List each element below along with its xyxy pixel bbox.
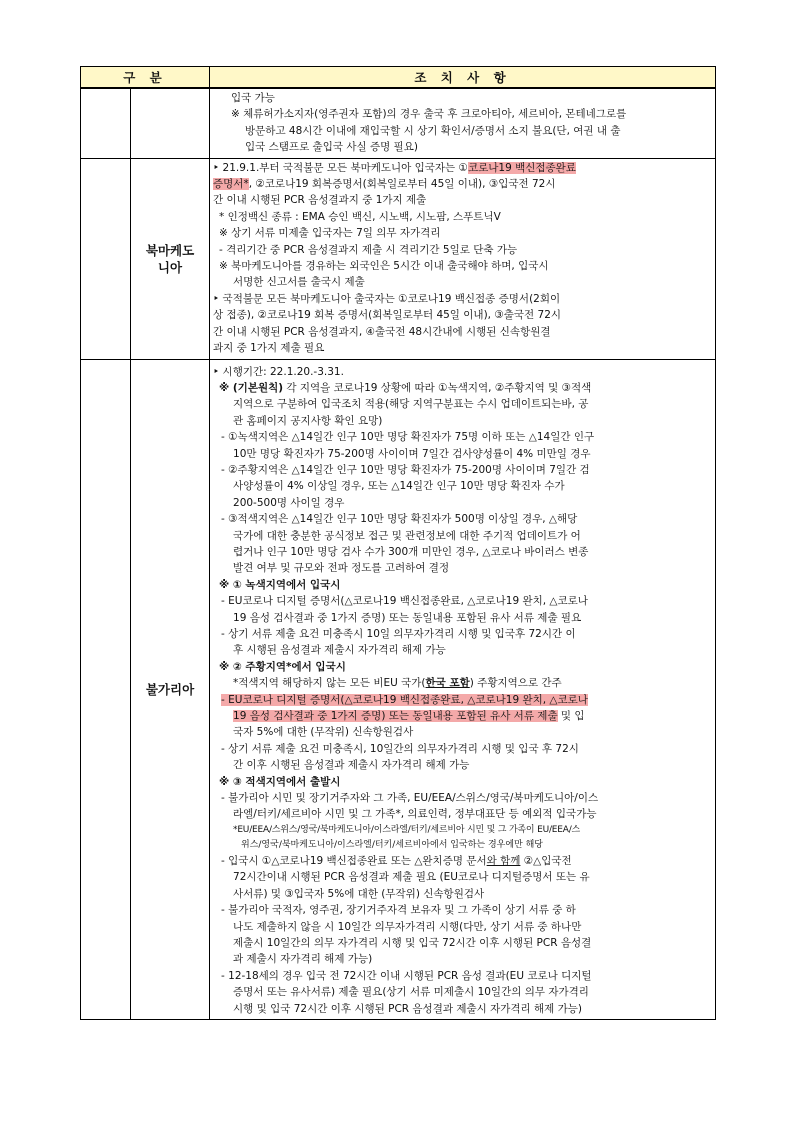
region-cell: [81, 359, 131, 1019]
text-line: 과지 중 1가지 제출 필요: [213, 342, 325, 355]
text-line: - ②주황지역은 △14일간 인구 10만 명당 확진자가 75-200명 사이이며 7일간 검: [221, 463, 590, 476]
text-line: - 상기 서류 제출 요건 미충족시, 10일간의 의무자가격리 시행 및 입국 후 72시: [221, 742, 579, 755]
text-line: 입국 스탬프로 출입국 사실 증명 필요): [245, 141, 418, 154]
country-name: 불가리아: [145, 681, 195, 697]
text-line: 입국 가능: [231, 92, 275, 104]
text-line: - 불가리아 국적자, 영주권, 장기거주자격 보유자 및 그 가족이 상기 서류 중 하: [221, 904, 576, 917]
highlighted-text: 코로나19 백신접종완료: [467, 161, 576, 174]
text-line: ‣ 시행기간: 22.1.20.-3.31.: [213, 365, 344, 378]
text-line: ※ 상기 서류 미제출 입국자는 7일 의무 자가격리: [219, 227, 441, 240]
underlined-text: 한국 포함: [425, 677, 470, 690]
text-line: 제출시 10일간의 의무 자가격리 시행 및 입국 72시간 이후 시행된 PCR 음성결: [233, 936, 592, 949]
region-cell: [81, 158, 131, 359]
text-line: 10만 명당 확진자가 75-200명 사이이며 7일간 검사양성률이 4% 미만일 경우: [233, 447, 591, 460]
text-line: - 격리기간 중 PCR 음성결과지 제출 시 격리기간 5일로 단축 가능: [219, 243, 518, 256]
text-line: 국자 5%에 대한 (무작위) 신속항원검사: [233, 726, 414, 739]
footnote-line: 위스/영국/북마케도니아/이스라엘/터키/세르비아에서 입국하는 경우에만 해당: [241, 839, 543, 850]
text-line: *적색지역 해당하지 않는 모든 비EU 국가(: [233, 677, 426, 690]
text-line: 및 입: [557, 710, 585, 723]
text-line: 시행 및 입국 72시간 이후 시행된 PCR 음성결과 제출시 자가격리 해제 가능): [233, 1002, 583, 1015]
text-line: ‣ 21.9.1.부터 국적불문 모든 북마케도니아 입국자는 ①: [213, 161, 468, 174]
text-line: - ①녹색지역은 △14일간 인구 10만 명당 확진자가 75명 이하 또는 △14일간 인구: [221, 431, 595, 444]
text-line: - 불가리아 시민 및 장기거주자와 그 가족, EU/EEA/스위스/영국/북마케도니아/이스: [221, 792, 599, 805]
bold-text: ※ (기본원칙): [219, 381, 284, 394]
text-line: - EU코로나 디지털 증명서(△코로나19 백신접종완료, △코로나19 완치, △코로나: [221, 595, 588, 608]
table-row-north-macedonia: [81, 158, 716, 359]
text-line: - ③적색지역은 △14일간 인구 10만 명당 확진자가 500명 이상일 경우, △해당: [221, 513, 578, 526]
country-name: 북마케도니아: [145, 242, 195, 275]
measures-table: [80, 66, 716, 1020]
underlined-text: 와 함께: [486, 854, 521, 867]
text-line: 지역으로 구분하여 입국조치 적용(해당 지역구분표는 수시 업데이트되는바, 공: [233, 398, 589, 411]
table-row-continuation: [81, 88, 716, 158]
text-line: 각 지역을 코로나19 상황에 따라 ①녹색지역, ②주황지역 및 ③적색: [283, 381, 592, 394]
region-cell: [81, 88, 131, 158]
text-line: - 입국시 ①△코로나19 백신접종완료 또는 △완치증명 문서: [221, 854, 487, 867]
header-category: 구 분: [81, 67, 210, 89]
text-line: 관 홈페이지 공지사항 확인 요망): [233, 414, 383, 427]
text-line: - 상기 서류 제출 요건 미충족시 10일 의무자가격리 시행 및 입국후 72시간 이: [221, 628, 576, 640]
country-label: [131, 359, 210, 1019]
text-line: ※ 북마케도니아를 경유하는 외국인은 5시간 이내 출국해야 하며, 입국시: [219, 260, 549, 273]
text-line: 사양성률이 4% 이상일 경우, 또는 △14일간 인구 10만 명당 확진자 수가: [233, 480, 565, 493]
table-header-row: [81, 67, 716, 89]
text-line: 간 이내 시행된 PCR 음성결과지 중 1가지 제출: [213, 194, 427, 207]
text-line: 국가에 대한 충분한 공식정보 접근 및 관련정보에 대한 주기적 업데이트가 어: [233, 529, 581, 542]
text-line: * 인정백신 종류 : EMA 승인 백신, 시노백, 시노팜, 스푸트닉V: [219, 210, 501, 223]
table-row-bulgaria: [81, 359, 716, 1019]
measures-cell: [210, 88, 716, 158]
highlighted-text: 19 음성 검사결과 중 1가지 증명) 또는 동일내용 포함된 유사 서류 제출: [233, 710, 558, 723]
text-line: 발견 여부 및 규모와 전파 정도를 고려하여 결정: [233, 562, 450, 575]
text-line: ‣ 국적불문 모든 북마케도니아 출국자는 ①코로나19 백신접종 증명서(2회이: [213, 292, 561, 305]
text-line: 19 음성 검사결과 중 1가지 증명) 또는 동일내용 포함된 유사 서류 제출 필요: [233, 611, 582, 624]
text-line: 증명서 또는 유사서류) 제출 필요(상기 서류 미제출시 10일간의 의무 자가격리: [233, 986, 589, 999]
text-line: ②△입국전: [520, 854, 572, 867]
text-line: 간 이내 시행된 PCR 음성결과지, ④출국전 48시간내에 시행된 신속항원결: [213, 325, 551, 338]
measures-cell: [210, 158, 716, 359]
measures-cell: [210, 359, 716, 1019]
text-line: ) 주황지역으로 간주: [469, 677, 562, 690]
text-line: 간 이후 시행된 음성결과 제출시 자가격리 해제 가능: [233, 759, 470, 772]
text-line: 렵거나 인구 10만 명당 검사 수가 300개 미만인 경우, △코로나 바이러스 변종: [233, 545, 589, 558]
header-measures: 조 치 사 항: [210, 67, 716, 89]
section-title-green: ※ ① 녹색지역에서 입국시: [219, 578, 341, 591]
text-line: 과 제출시 자가격리 해제 가능): [233, 953, 373, 966]
section-title-red: ※ ③ 적색지역에서 출발시: [219, 775, 341, 788]
text-line: 상 접종), ②코로나19 회복 증명서(회복일로부터 45일 이내), ③출국전 72시: [213, 309, 562, 322]
text-line: , ②코로나19 회복증명서(회복일로부터 45일 이내), ③입국전 72시: [248, 178, 556, 191]
highlighted-text: 증명서*: [213, 178, 249, 191]
highlighted-text: - EU코로나 디지털 증명서(△코로나19 백신접종완료, △코로나19 완치, △코로나: [221, 693, 588, 706]
text-line: - 12-18세의 경우 입국 전 72시간 이내 시행된 PCR 음성 결과(EU 코로나 디지털: [221, 969, 592, 982]
text-line: 사서류) 및 ③입국자 5%에 대한 (무작위) 신속항원검사: [233, 887, 485, 900]
text-line: 서명한 신고서를 출국시 제출: [233, 276, 365, 289]
text-line: 후 시행된 음성결과 제출시 자가격리 해제 가능: [233, 644, 446, 657]
text-line: 72시간이내 시행된 PCR 음성결과 제출 필요 (EU코로나 디지털증명서 또는 유: [233, 871, 590, 884]
footnote-line: *EU/EEA/스위스/영국/북마케도니아/이스라엘/터키/세르비아 시민 및 그 가족이 EU/EEA/스: [233, 824, 581, 835]
country-label: [131, 158, 210, 359]
section-title-orange: ※ ② 주황지역*에서 입국시: [219, 660, 346, 673]
text-line: 라엘/터키/세르비아 시민 및 그 가족*, 의료인력, 정부대표단 등 예외적 입국가능: [233, 808, 597, 821]
text-line: 200-500명 사이일 경우: [233, 496, 345, 509]
text-line: 방문하고 48시간 이내에 재입국할 시 상기 확인서/증명서 소지 불요(단, 여권 내 출: [245, 124, 621, 137]
text-line: 나도 제출하지 않을 시 10일간 의무자가격리 시행(다만, 상기 서류 중 하나만: [233, 920, 582, 933]
country-cell-empty: [131, 88, 210, 158]
text-line: ※ 체류허가소지자(영주권자 포함)의 경우 출국 후 크로아티아, 세르비아, 몬테네그로를: [231, 108, 627, 121]
